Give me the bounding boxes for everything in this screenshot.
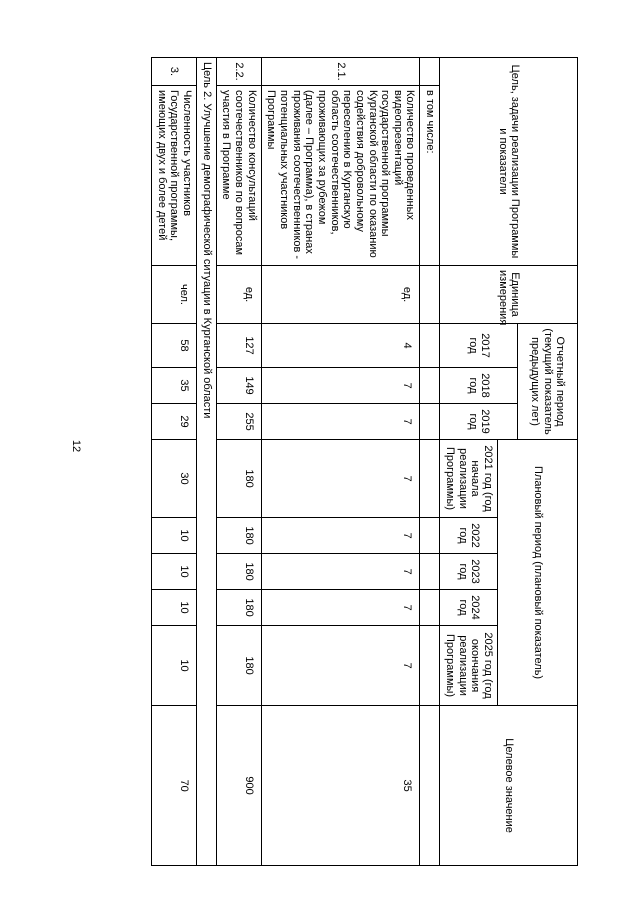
header-row-1 (518, 58, 578, 866)
row-2024: 180 (216, 590, 261, 626)
page-number: 12 (70, 439, 83, 453)
header-2025: 2025 год (год окончания реализации Программы) (440, 626, 498, 706)
row-target: 900 (216, 706, 261, 866)
row-unit: ед. (261, 266, 420, 324)
table-row (261, 58, 420, 866)
row-2022: 10 (151, 518, 196, 554)
table-row (216, 58, 261, 866)
goal-2-row (196, 58, 216, 866)
including-row (420, 58, 440, 866)
row-target: 35 (261, 706, 420, 866)
row-2023: 180 (216, 554, 261, 590)
row-2018: 7 (261, 368, 420, 404)
row-number: 2.2. (216, 58, 261, 86)
header-2019: 2019 год (440, 404, 518, 440)
row-2024: 7 (261, 590, 420, 626)
row-2019: 255 (216, 404, 261, 440)
row-2018: 35 (151, 368, 196, 404)
row-2021: 7 (261, 440, 420, 518)
row-unit: ед. (216, 266, 261, 324)
row-2019: 7 (261, 404, 420, 440)
header-2021: 2021 год (год начала реализации Программы) (440, 440, 498, 518)
row-name: Количество консультаций соотечественников по вопросам участия в Программе (216, 86, 261, 266)
row-2025: 180 (216, 626, 261, 706)
row-2021: 180 (216, 440, 261, 518)
including-label: в том числе: (420, 86, 440, 266)
row-2025: 10 (151, 626, 196, 706)
row-2023: 7 (261, 554, 420, 590)
indicators-table (151, 57, 578, 866)
header-2024: 2024 год (440, 590, 498, 626)
row-2017: 58 (151, 324, 196, 368)
row-2018: 149 (216, 368, 261, 404)
row-2022: 180 (216, 518, 261, 554)
header-planned: Плановый период (плановый показатель) (498, 440, 578, 706)
row-target: 70 (151, 706, 196, 866)
row-number: 3. (151, 58, 196, 86)
including-num-cell (420, 58, 440, 86)
row-2019: 29 (151, 404, 196, 440)
header-2018: 2018 год (440, 368, 518, 404)
header-target: Целевое значение (440, 706, 578, 866)
table-row (151, 58, 196, 866)
row-2021: 30 (151, 440, 196, 518)
row-name: Численность участников Государственной программы, имеющих двух и более детей (151, 86, 196, 266)
row-name: Количество проведенных видеопрезентаций государственной программы Курганской области по оказанию содействия добровольному переселению в Курганскую область соотечественников, проживающих за рубежом (далее – Программа), в странах проживания соотечественников - потенциальных участников Программы (261, 86, 420, 266)
header-2017: 2017 год (440, 324, 518, 368)
header-reporting: Отчетный период (текущий показатель предыдущих лет) (518, 324, 578, 440)
header-unit: Единица измерения (440, 266, 578, 324)
row-number: 2.1. (261, 58, 420, 86)
goal-2-title: Цель 2. Улучшение демографической ситуации в Курганской области (196, 58, 216, 866)
row-2025: 7 (261, 626, 420, 706)
row-unit: чел. (151, 266, 196, 324)
row-2017: 4 (261, 324, 420, 368)
header-2022: 2022 год (440, 518, 498, 554)
header-goal: Цель, задачи реализации Программы и показатели (440, 58, 578, 266)
header-2023: 2023 год (440, 554, 498, 590)
row-2023: 10 (151, 554, 196, 590)
rotated-table-wrapper (86, 57, 578, 865)
row-2022: 7 (261, 518, 420, 554)
row-2024: 10 (151, 590, 196, 626)
row-2017: 127 (216, 324, 261, 368)
